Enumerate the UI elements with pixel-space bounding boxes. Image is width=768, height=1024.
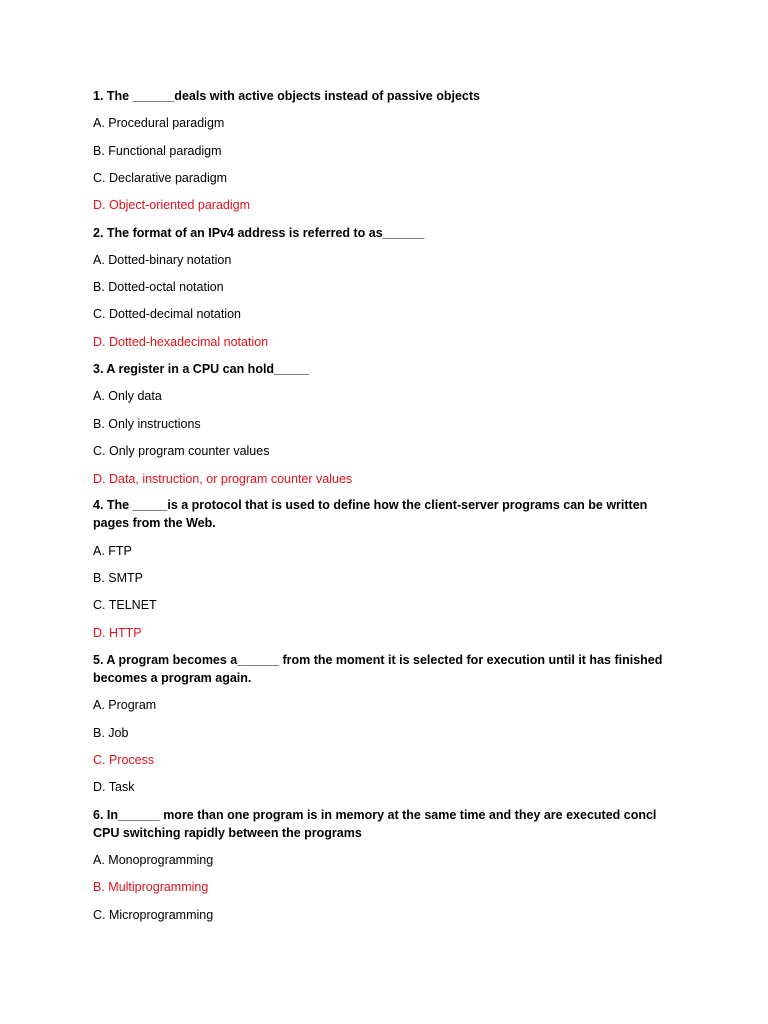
question-3-option-d-answer: D. Data, instruction, or program counter values [93,472,353,486]
question-5-option-a: A. Program [93,698,157,712]
question-1-option-a: A. Procedural paradigm [93,116,225,130]
question-5-text-line-1: 5. A program becomes a______ from the moment it is selected for execution until it has finished [93,653,663,667]
question-3-option-a: A. Only data [93,389,162,403]
question-2-option-b: B. Dotted-octal notation [93,280,224,294]
question-4-option-c: C. TELNET [93,598,157,612]
question-5-option-b: B. Job [93,726,129,740]
question-2-option-c: C. Dotted-decimal notation [93,307,241,321]
question-1-option-d-answer: D. Object-oriented paradigm [93,198,251,212]
question-5-text-line-2: becomes a program again. [93,671,252,685]
question-1-text: 1. The ______deals with active objects instead of passive objects [93,89,480,103]
question-6-text-line-2: CPU switching rapidly between the programs [93,826,362,840]
question-4-option-b: B. SMTP [93,571,144,585]
question-1-option-c: C. Declarative paradigm [93,171,228,185]
question-2-option-d-answer: D. Dotted-hexadecimal notation [93,335,269,349]
question-6-text-line-1: 6. In______ more than one program is in memory at the same time and they are executed concl [93,808,657,822]
question-3-option-c: C. Only program counter values [93,444,270,458]
question-3-text: 3. A register in a CPU can hold_____ [93,362,309,376]
question-4-text-line-1: 4. The _____is a protocol that is used to define how the client-server programs can be written [93,498,648,512]
question-5-option-c-answer: C. Process [93,753,155,767]
question-6-option-a: A. Monoprogramming [93,853,214,867]
question-1-option-b: B. Functional paradigm [93,144,222,158]
question-4-option-d-answer: D. HTTP [93,626,142,640]
question-4-text-line-2: pages from the Web. [93,516,216,530]
question-5-option-d: D. Task [93,780,135,794]
question-6-option-c: C. Microprogramming [93,908,214,922]
question-2-text: 2. The format of an IPv4 address is referred to as______ [93,226,425,240]
question-6-option-b-answer: B. Multiprogramming [93,880,209,894]
question-2-option-a: A. Dotted-binary notation [93,253,232,267]
question-4-option-a: A. FTP [93,544,132,558]
question-3-option-b: B. Only instructions [93,417,201,431]
